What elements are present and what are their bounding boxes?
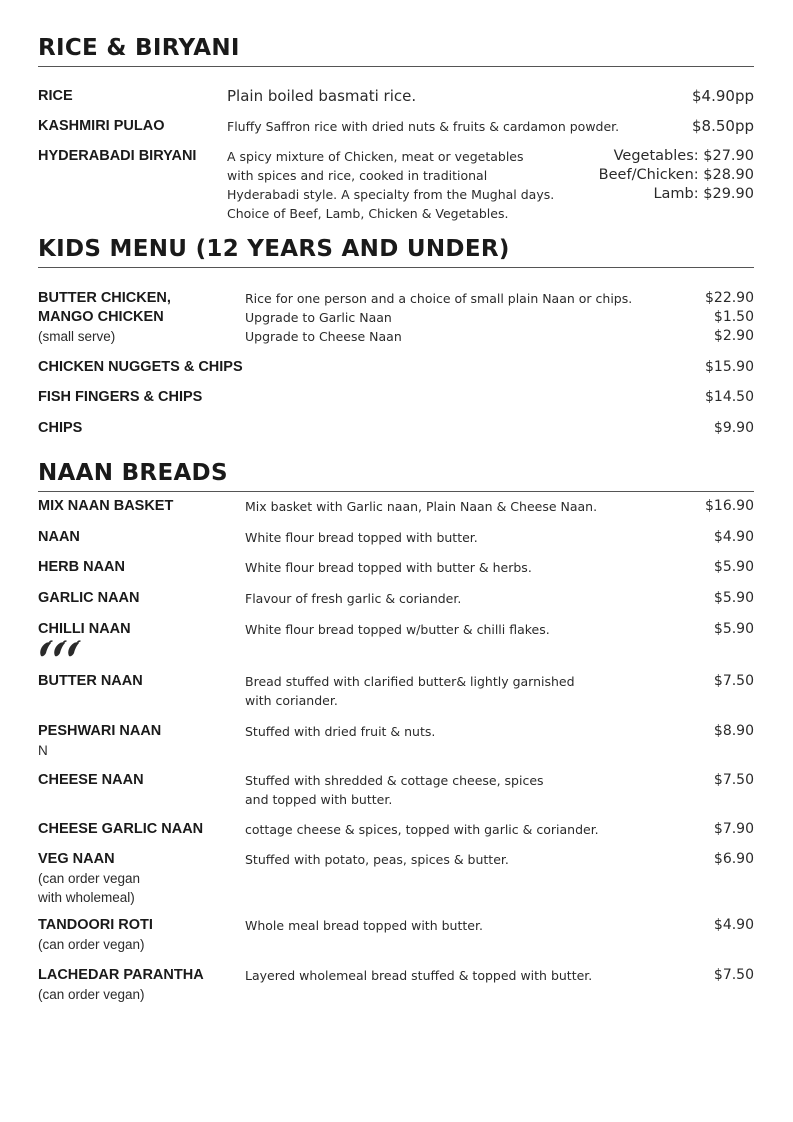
item-price: $15.90	[705, 359, 754, 375]
item-price: $7.50	[713, 772, 754, 788]
item-description: Plain boiled basmati rice.	[227, 87, 417, 105]
item-description: White flour bread topped with butter & herbs.	[245, 560, 532, 575]
menu-item-butter-naan	[38, 672, 754, 712]
item-name: VEG NAAN (can order vegan with wholemeal)	[38, 851, 141, 905]
menu-item-chilli-naan	[38, 620, 754, 662]
section-rice-biryani	[38, 34, 754, 67]
item-name: NAAN	[38, 529, 80, 545]
item-description: A spicy mixture of Chicken, meat or vegetables with spices and rice, cooked in traditional Hyderabadi style. A specialty from the Mughal days. Choice of Beef, Lamb, Chicken & Vegetables.	[227, 149, 555, 221]
item-price: Vegetables: $27.90 Beef/Chicken: $28.90 Lamb: $29.90	[598, 148, 754, 202]
item-price: $5.90	[713, 559, 754, 575]
item-name: CHILLI NAAN	[38, 620, 131, 658]
item-description: Rice for one person and a choice of small plain Naan or chips. Upgrade to Garlic Naan Upgrade to Cheese Naan	[245, 291, 633, 344]
item-description: Flavour of fresh garlic & coriander.	[245, 591, 462, 606]
item-name: CHICKEN NUGGETS & CHIPS	[38, 359, 243, 375]
menu-item-cheese-naan	[38, 771, 754, 811]
item-name: BUTTER CHICKEN, MANGO CHICKEN (small serve)	[38, 290, 171, 344]
item-description: Bread stuffed with clarified butter& lightly garnished with coriander.	[245, 674, 575, 708]
item-description: Layered wholemeal bread stuffed & topped with butter.	[245, 968, 593, 983]
section-kids-menu	[38, 235, 754, 268]
menu-item-chips	[38, 419, 754, 441]
item-name: RICE	[38, 88, 73, 104]
item-description: Mix basket with Garlic naan, Plain Naan & Cheese Naan.	[245, 499, 598, 514]
item-price: $7.50	[713, 673, 754, 689]
item-note: (can order vegan)	[38, 987, 145, 1002]
item-name: CHEESE NAAN	[38, 772, 144, 788]
section-divider	[38, 66, 754, 67]
chilli-rating	[38, 640, 131, 658]
item-price: $16.90	[705, 498, 754, 514]
section-title: KIDS MENU (12 YEARS AND UNDER)	[38, 236, 510, 262]
item-price: $5.90	[713, 590, 754, 606]
item-name: CHIPS	[38, 420, 83, 436]
item-name: HERB NAAN	[38, 559, 125, 575]
section-naan-breads	[38, 459, 754, 492]
item-price: $6.90	[713, 851, 754, 867]
item-description: Whole meal bread topped with butter.	[245, 918, 483, 933]
menu-item-mix-naan-basket	[38, 497, 754, 519]
item-name: FISH FINGERS & CHIPS	[38, 389, 203, 405]
item-price: $4.90	[713, 529, 754, 545]
item-note: (small serve)	[38, 329, 116, 344]
item-price: $4.90	[713, 917, 754, 933]
menu-item-veg-naan	[38, 850, 754, 908]
menu-item-hyderabadi-biryani	[38, 147, 754, 225]
item-note: N	[38, 743, 48, 758]
item-name: BUTTER NAAN	[38, 673, 143, 689]
menu-item-lachedar-parantha	[38, 966, 754, 1006]
menu-item-herb-naan	[38, 558, 754, 580]
item-price: $8.90	[713, 723, 754, 739]
menu-item-rice	[38, 87, 754, 109]
section-title: RICE & BIRYANI	[38, 35, 240, 61]
item-note: (can order vegan)	[38, 937, 145, 952]
item-description: Stuffed with shredded & cottage cheese, spices and topped with butter.	[245, 773, 544, 807]
item-name: HYDERABADI BIRYANI	[38, 148, 197, 164]
item-name: TANDOORI ROTI (can order vegan)	[38, 917, 153, 952]
item-name: MIX NAAN BASKET	[38, 498, 174, 514]
item-name: KASHMIRI PULAO	[38, 118, 165, 134]
item-price: $7.90	[713, 821, 754, 837]
menu-item-tandoori-roti	[38, 916, 754, 956]
menu-item-cheese-garlic-naan	[38, 820, 754, 842]
item-price: $22.90 $1.50 $2.90	[705, 290, 754, 344]
item-description: Stuffed with potato, peas, spices & butter.	[245, 852, 509, 867]
chilli-pepper-icon	[38, 640, 84, 658]
item-note: with wholemeal)	[38, 890, 135, 905]
item-price: $4.90pp	[692, 87, 754, 105]
item-name: LACHEDAR PARANTHA (can order vegan)	[38, 967, 204, 1002]
item-price: $7.50	[713, 967, 754, 983]
menu-item-kashmiri-pulao	[38, 117, 754, 139]
item-price: $8.50pp	[692, 117, 754, 135]
section-divider	[38, 267, 754, 268]
menu-item-garlic-naan	[38, 589, 754, 611]
menu-item-chicken-nuggets	[38, 358, 754, 380]
menu-item-fish-fingers	[38, 388, 754, 410]
menu-item-peshwari-naan	[38, 722, 754, 762]
menu-item-naan	[38, 528, 754, 550]
item-description: Stuffed with dried fruit & nuts.	[245, 724, 436, 739]
item-price: $9.90	[713, 420, 754, 436]
item-name: CHEESE GARLIC NAAN	[38, 821, 204, 837]
item-note: (can order vegan	[38, 871, 141, 886]
section-title: NAAN BREADS	[38, 460, 228, 486]
item-price: $14.50	[705, 389, 754, 405]
item-name: GARLIC NAAN	[38, 590, 140, 606]
item-description: Fluffy Saffron rice with dried nuts & fruits & cardamon powder.	[227, 119, 620, 134]
menu-item-butter-mango-chicken	[38, 289, 754, 347]
section-divider	[38, 491, 754, 492]
item-name: PESHWARI NAAN N	[38, 723, 162, 758]
item-description: cottage cheese & spices, topped with garlic & coriander.	[245, 822, 599, 837]
item-price: $5.90	[713, 621, 754, 637]
item-description: White flour bread topped with butter.	[245, 530, 478, 545]
item-description: White flour bread topped w/butter & chilli flakes.	[245, 622, 550, 637]
